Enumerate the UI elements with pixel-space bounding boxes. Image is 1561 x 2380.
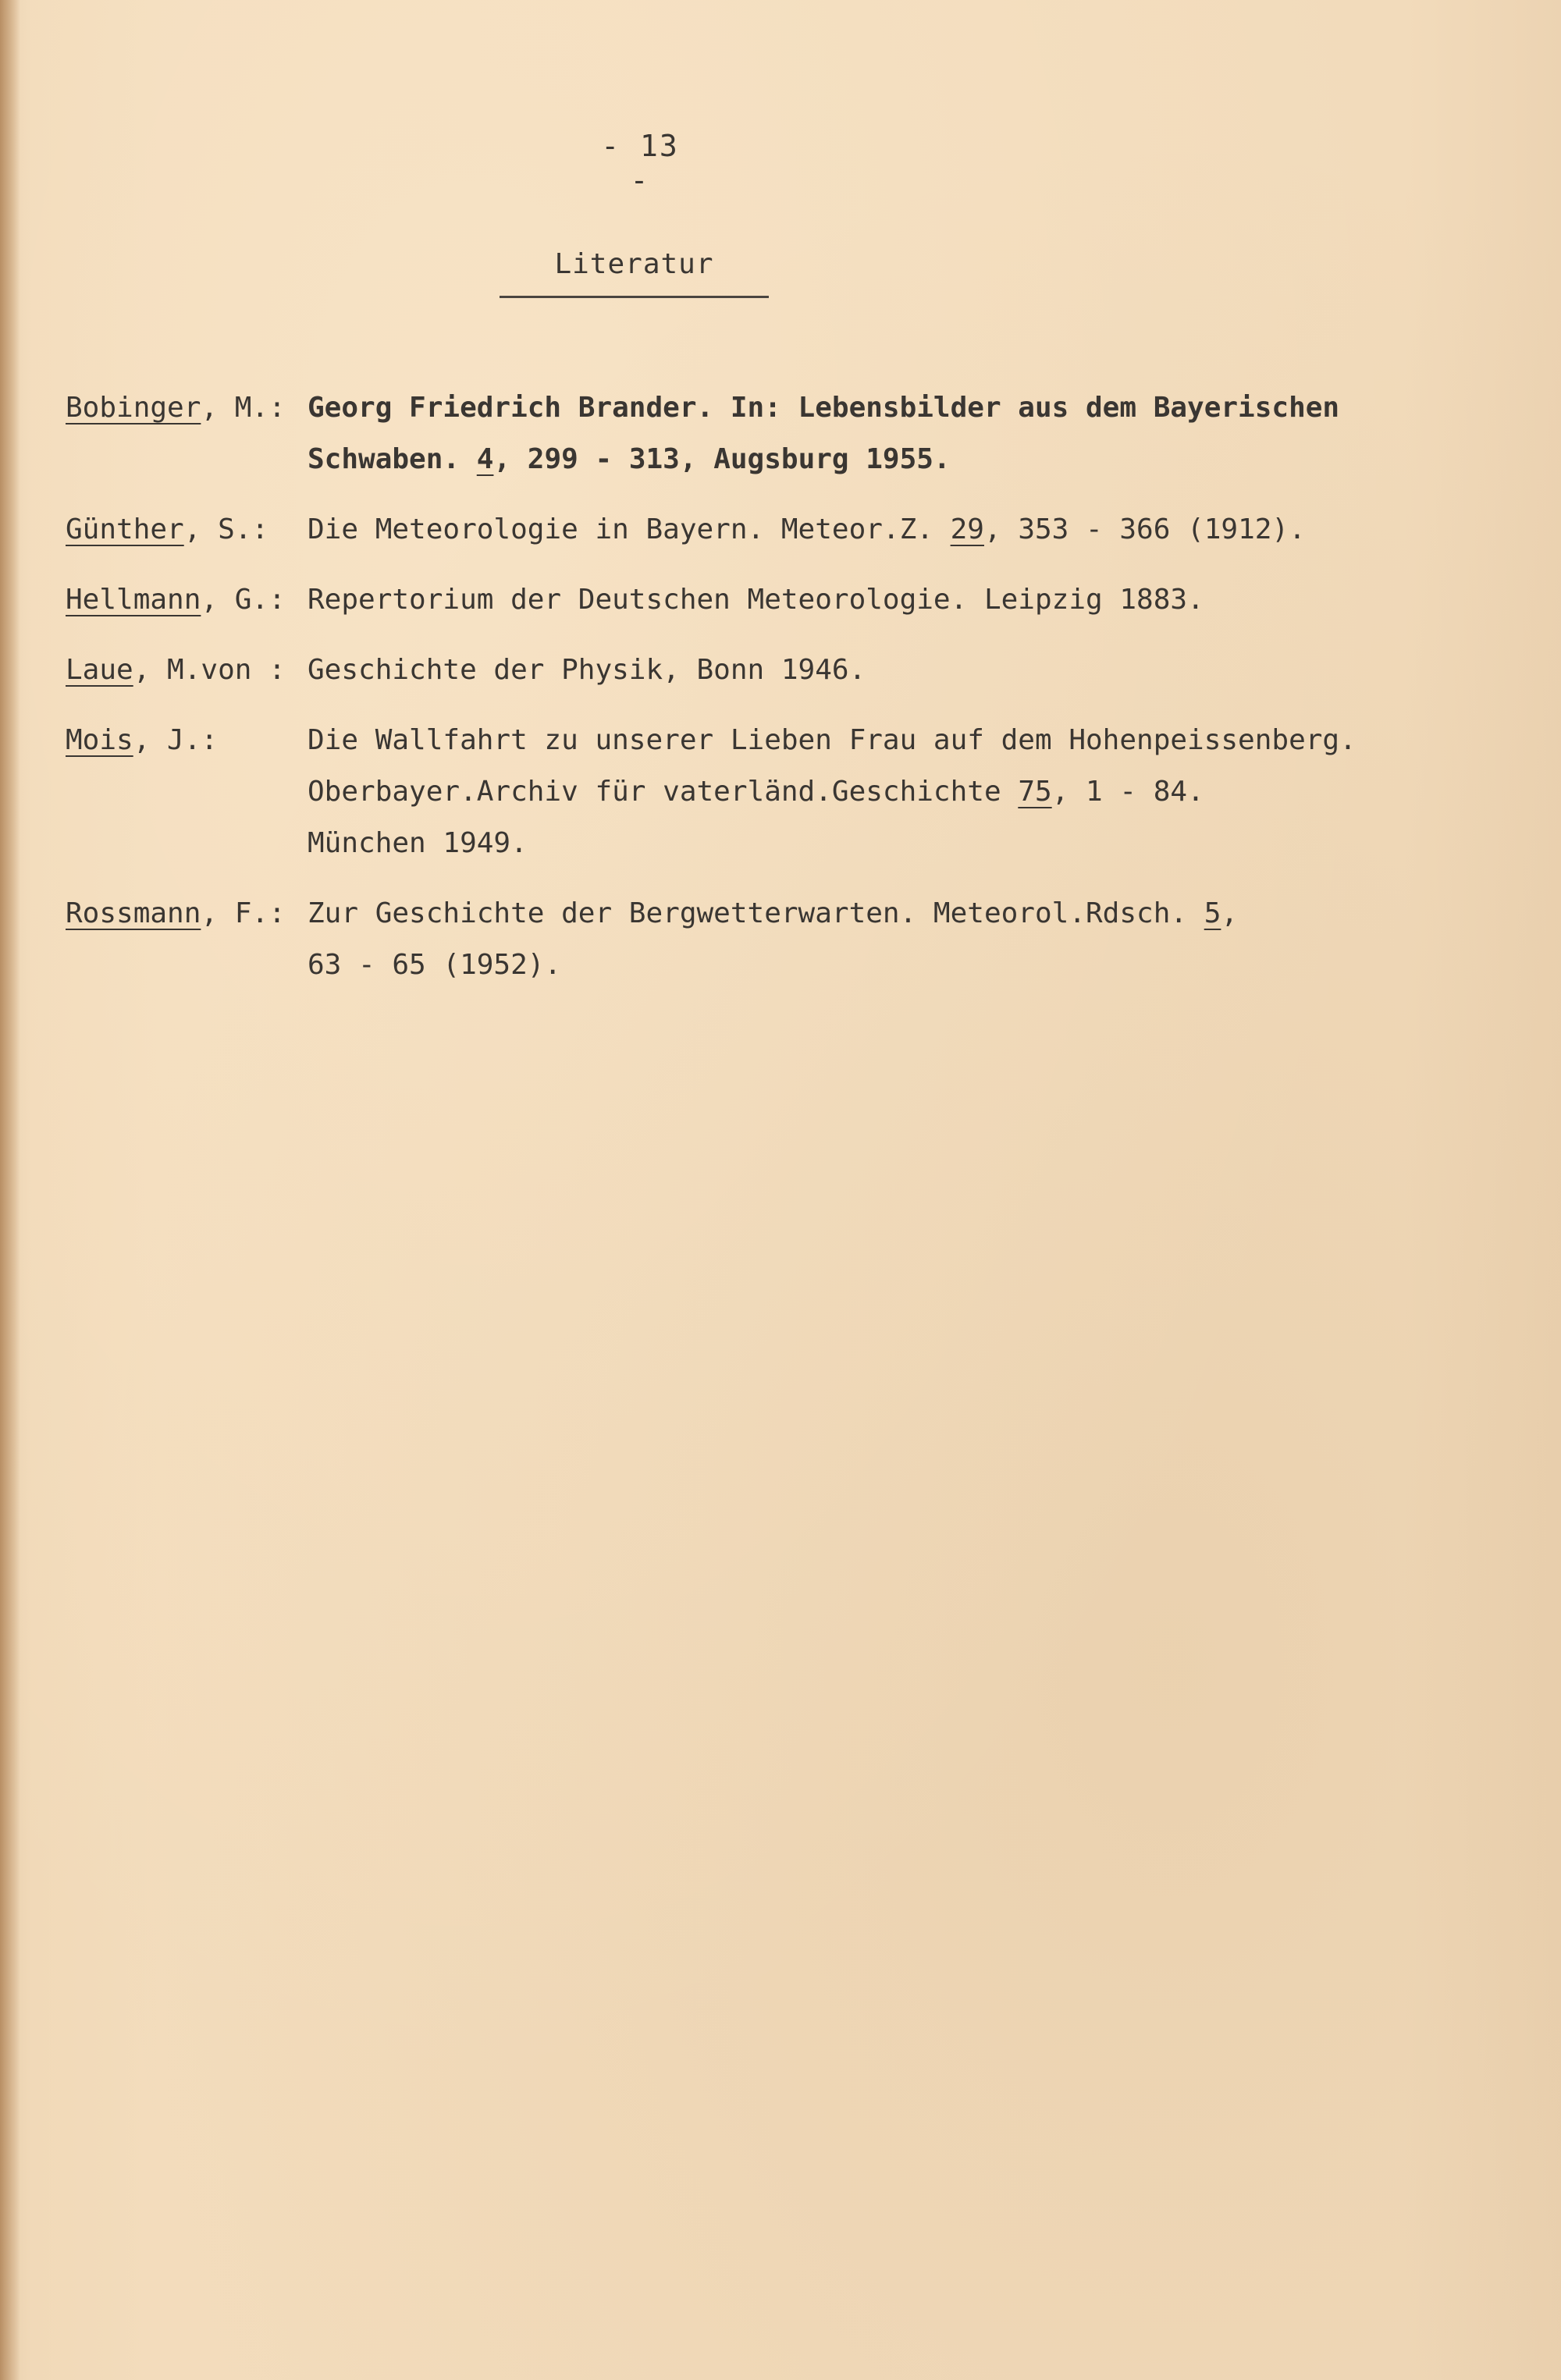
page-edge-shadow (0, 0, 20, 2380)
author-initial: , M.von : (133, 654, 286, 686)
volume-number: 4 (476, 443, 494, 475)
bibliography-entry (66, 645, 1517, 696)
author-initial: , M.: (201, 392, 286, 424)
volume-number: 5 (1204, 897, 1221, 929)
citation-line (308, 888, 1517, 940)
citation-line (308, 434, 1517, 485)
bibliography-list (66, 382, 1517, 1010)
bibliography-entry (66, 715, 1517, 869)
citation-line (308, 382, 1517, 434)
bibliography-entry (66, 382, 1517, 485)
entry-author (66, 715, 308, 869)
citation-line (308, 645, 1517, 696)
entry-citation (308, 504, 1517, 556)
citation-line (308, 766, 1517, 818)
entry-author (66, 382, 308, 485)
author-surname: Bobinger (66, 392, 201, 424)
citation-text: Oberbayer.Archiv für vaterländ.Geschichte (308, 776, 1019, 808)
citation-text: , 353 - 366 (1912). (983, 513, 1306, 545)
volume-number: 29 (950, 513, 984, 545)
entry-citation (308, 382, 1517, 485)
entry-citation (308, 645, 1517, 696)
entry-author (66, 574, 308, 626)
author-surname: Rossmann (66, 897, 201, 929)
author-initial: , F.: (201, 897, 286, 929)
citation-text: , 1 - 84. (1051, 776, 1204, 808)
citation-text: Zur Geschichte der Bergwetterwarten. Meteorol.Rdsch. (308, 897, 1204, 929)
entry-citation (308, 574, 1517, 626)
entry-citation (308, 888, 1517, 991)
heading-block (500, 248, 769, 298)
citation-text: Georg Friedrich Brander. In: Lebensbilder aus dem Bayerischen (308, 392, 1340, 424)
entry-author (66, 504, 308, 556)
entry-author (66, 888, 308, 991)
citation-text: München 1949. (308, 827, 528, 859)
page-number: - 13 - (601, 129, 679, 197)
volume-number: 75 (1018, 776, 1052, 808)
bibliography-entry (66, 888, 1517, 991)
citation-text: Repertorium der Deutschen Meteorologie. Leipzig 1883. (308, 584, 1204, 616)
author-surname: Günther (66, 513, 184, 545)
author-initial: , J.: (133, 724, 219, 756)
citation-line (308, 504, 1517, 556)
citation-text: Geschichte der Physik, Bonn 1946. (308, 654, 866, 686)
bibliography-entry (66, 504, 1517, 556)
citation-line (308, 715, 1517, 766)
entry-author (66, 645, 308, 696)
page-heading: Literatur (500, 248, 769, 298)
author-surname: Mois (66, 724, 133, 756)
citation-line (308, 574, 1517, 626)
author-surname: Hellmann (66, 584, 201, 616)
bibliography-entry (66, 574, 1517, 626)
citation-text: Die Meteorologie in Bayern. Meteor.Z. (308, 513, 951, 545)
citation-text: , (1221, 897, 1239, 929)
citation-text: 63 - 65 (1952). (308, 949, 562, 981)
citation-text: , 299 - 313, Augsburg 1955. (493, 443, 951, 475)
entry-citation (308, 715, 1517, 869)
author-initial: , G.: (201, 584, 286, 616)
citation-line (308, 940, 1517, 991)
author-surname: Laue (66, 654, 133, 686)
author-initial: , S.: (183, 513, 269, 545)
citation-line (308, 818, 1517, 869)
citation-text: Die Wallfahrt zu unserer Lieben Frau auf dem Hohenpeissenberg. (308, 724, 1357, 756)
citation-text: Schwaben. (308, 443, 477, 475)
